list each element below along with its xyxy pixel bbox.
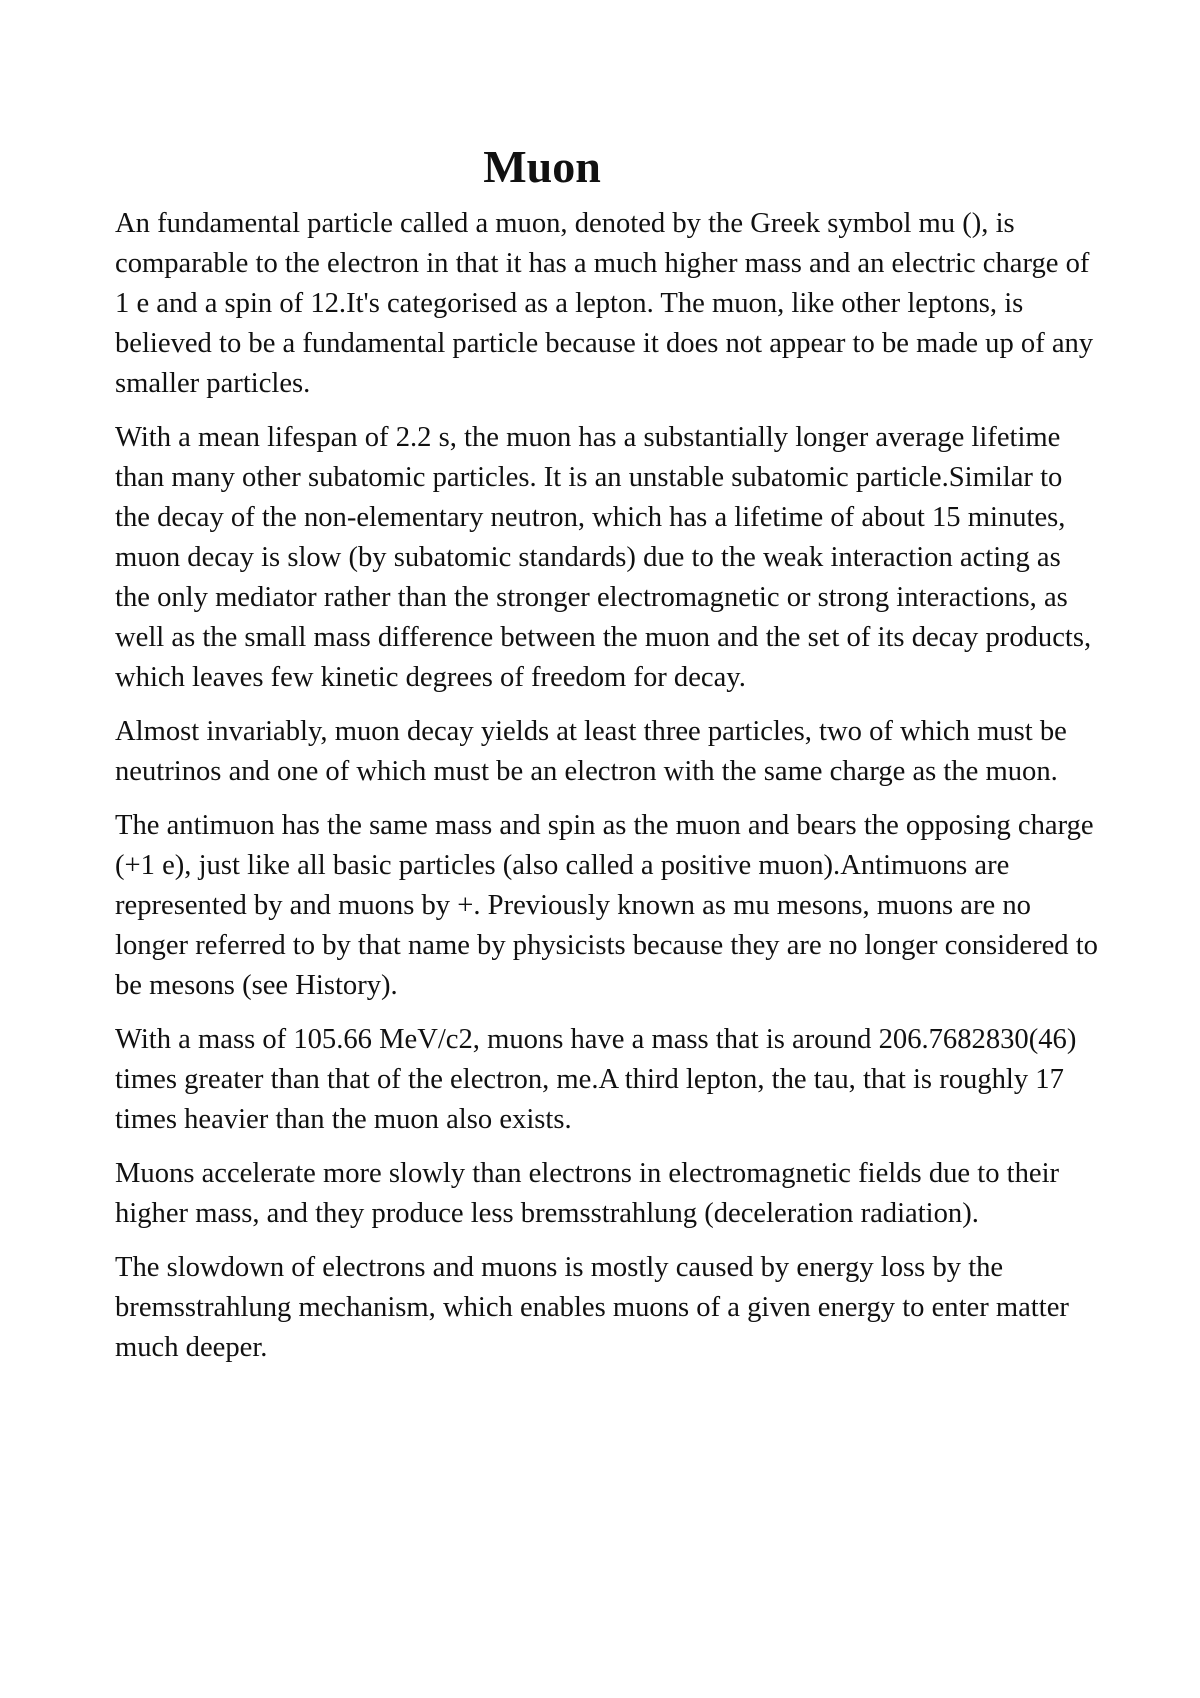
- paragraph-2: With a mean lifespan of 2.2 s, the muon has a substantially longer average lifetime than many other subatomic particles. It is an unstable subatomic particle.Similar to the decay of the non-elementary neutron, which has a lifetime of about 15 minutes, muon decay is slow (by subatomic standards) due to the weak interaction acting as the only mediator rather than the stronger electromagnetic or strong interactions, as well as the small mass difference between the muon and the set of its decay products, which leaves few kinetic degrees of freedom for decay.: [115, 422, 1092, 693]
- paragraph-5: With a mass of 105.66 MeV/c2, muons have a mass that is around 206.7682830(46) times greater than that of the electron, me.A third lepton, the tau, that is roughly 17 times heavier than the muon also exists.: [115, 1024, 1077, 1135]
- document-body: [115, 204, 1100, 1382]
- document-title: Muon: [483, 141, 601, 192]
- paragraph-4: The antimuon has the same mass and spin as the muon and bears the opposing charge (+1 e), just like all basic particles (also called a positive muon).Antimuons are represented by and muons by +. Previously known as mu mesons, muons are no longer referred to by that name by physicists because they are no longer considered to be mesons (see History).: [115, 810, 1098, 1001]
- paragraph-3: Almost invariably, muon decay yields at least three particles, two of which must be neutrinos and one of which must be an electron with the same charge as the muon.: [115, 716, 1067, 787]
- paragraph-6: Muons accelerate more slowly than electrons in electromagnetic fields due to their higher mass, and they produce less bremsstrahlung (deceleration radiation).: [115, 1158, 1060, 1229]
- paragraph-7: The slowdown of electrons and muons is mostly caused by energy loss by the bremsstrahlung mechanism, which enables muons of a given energy to enter matter much deeper.: [115, 1252, 1069, 1363]
- paragraph-1: An fundamental particle called a muon, denoted by the Greek symbol mu (), is comparable to the electron in that it has a much higher mass and an electric charge of 1 e and a spin of 12.It's categorised as a lepton. The muon, like other leptons, is believed to be a fundamental particle because it does not appear to be made up of any smaller particles.: [115, 208, 1094, 399]
